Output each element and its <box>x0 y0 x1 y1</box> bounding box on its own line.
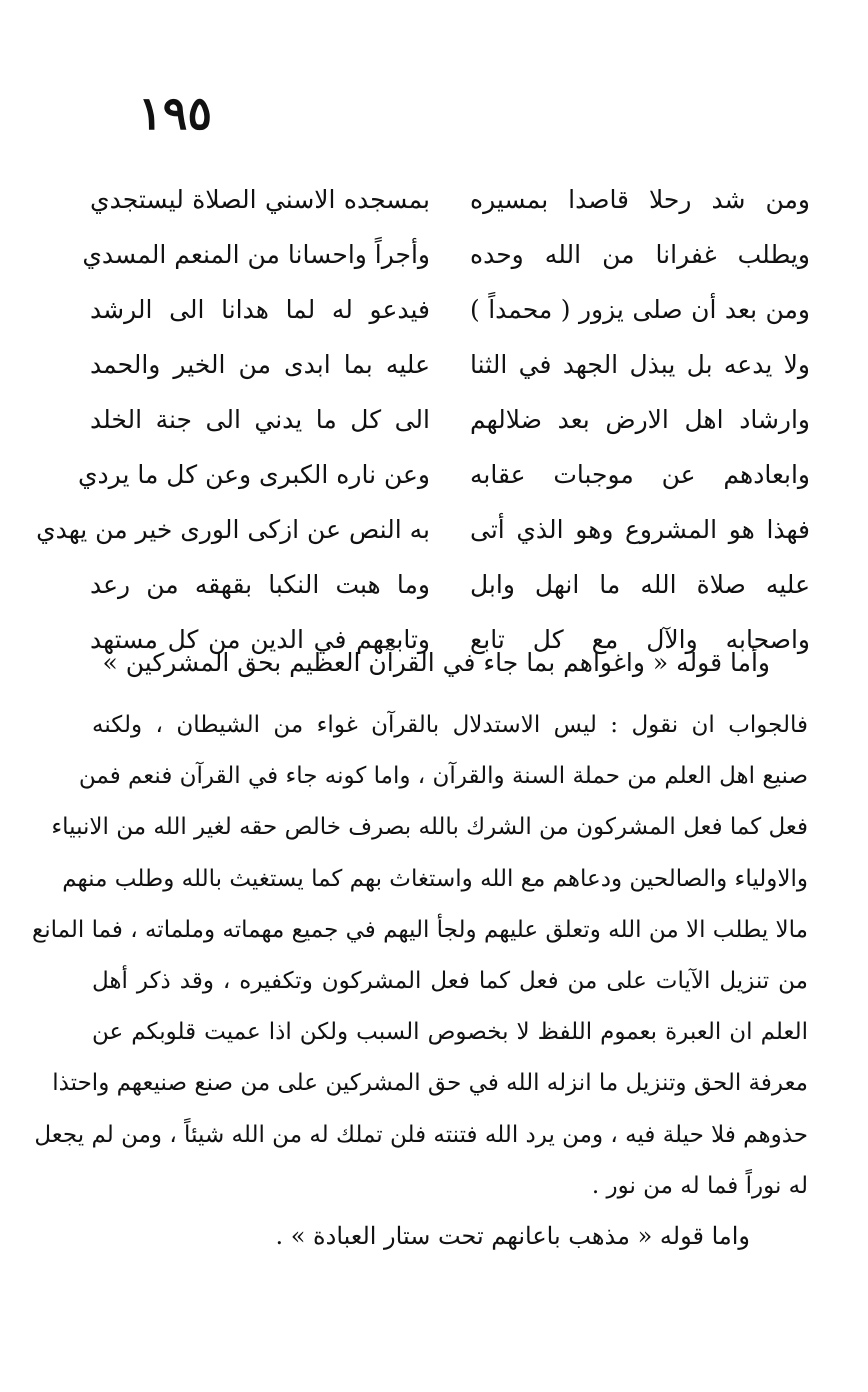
quote-heading-line: وأما قوله « واغواهم بما جاء في القرآن العظيم بحق المشركين » <box>102 648 770 677</box>
prose-line: والاولياء والصالحين ودعاهم مع الله واستغاث بهم كما يستغيث بالله وطلب منهم <box>62 865 808 892</box>
poem-hemistich-first: واصحابه والآل مع كل تابع <box>470 625 810 654</box>
poem-verse <box>90 392 810 447</box>
poem-hemistich-first: ويطلب غفرانا من الله وحده <box>470 240 810 269</box>
poem-verse <box>90 337 810 392</box>
prose-line: مالا يطلب الا من الله وتعلق عليهم ولجأ اليهم في جميع مهماته وملماته ، فما المانع <box>31 916 808 943</box>
poem-hemistich-second: وعن ناره الكبرى وعن كل ما يردي <box>77 460 430 489</box>
poem-hemistich-second: فيدعو له لما هدانا الى الرشد <box>90 295 430 324</box>
poem-hemistich-second: وما هبت النكبا بقهقه من رعد <box>90 570 430 599</box>
poem-hemistich-second: بمسجده الاسني الصلاة ليستجدي <box>90 185 430 214</box>
poem-hemistich-second: وتابعهم في الدين من كل مستهد <box>90 625 430 654</box>
poem-verse <box>90 172 810 227</box>
poem-hemistich-second: وأجراً واحسانا من المنعم المسدي <box>82 240 430 269</box>
prose-line: فالجواب ان نقول : ليس الاستدلال بالقرآن غواء من الشيطان ، ولكنه <box>92 712 808 738</box>
prose-line: فعل كما فعل المشركون من الشرك بالله بصرف خالص حقه لغير الله من الانبياء <box>51 814 808 841</box>
poem-hemistich-first: فهذا هو المشروع وهو الذي أتى <box>470 515 810 544</box>
poem-verse <box>90 557 810 612</box>
closing-quote-line: واما قوله « مذهب باعانهم تحت ستار العبادة » . <box>275 1222 750 1250</box>
prose-line: معرفة الحق وتنزيل ما انزله الله في حق المشركين على من صنع صنيعهم واحتذا <box>52 1070 808 1097</box>
poem-verse <box>36 502 810 557</box>
poem-verse <box>77 447 810 502</box>
poem-hemistich-second: به النص عن ازكى الورى خير من يهدي <box>36 515 430 544</box>
page-number: ١٩٥ <box>138 86 213 140</box>
poem-hemistich-first: وابعادهم عن موجبات عقابه <box>470 460 810 489</box>
poem-hemistich-first: وارشاد اهل الارض بعد ضلالهم <box>470 405 810 434</box>
prose-line: صنيع اهل العلم من حملة السنة والقرآن ، واما كونه جاء في القرآن فنعم فمن <box>78 763 808 790</box>
poem-verse <box>82 227 810 282</box>
poem-hemistich-second: الى كل ما يدني الى جنة الخلد <box>90 405 430 434</box>
poem-block <box>36 172 810 667</box>
prose-paragraph <box>31 700 808 1212</box>
prose-line: حذوهم فلا حيلة فيه ، ومن يرد الله فتنته فلن تملك له من الله شيئاً ، ومن لم يجعل <box>34 1121 808 1148</box>
poem-hemistich-first: ولا يدعه بل يبذل الجهد في الثنا <box>470 350 810 379</box>
prose-line: من تنزيل الآيات على من فعل كما فعل المشركون وتكفيره ، وقد ذكر أهل <box>92 967 808 994</box>
prose-line: العلم ان العبرة بعموم اللفظ لا بخصوص السبب ولكن اذا عميت قلوبكم عن <box>92 1019 808 1046</box>
poem-hemistich-first: عليه صلاة الله ما انهل وابل <box>470 570 810 599</box>
poem-verse <box>90 282 810 337</box>
poem-hemistich-first: ومن شد رحلا قاصدا بمسيره <box>470 185 810 214</box>
poem-hemistich-second: عليه بما ابدى من الخير والحمد <box>90 350 430 379</box>
prose-line: له نوراً فما له من نور . <box>591 1172 808 1199</box>
poem-hemistich-first: ومن بعد أن صلى يزور ( محمداً ) <box>470 295 810 324</box>
